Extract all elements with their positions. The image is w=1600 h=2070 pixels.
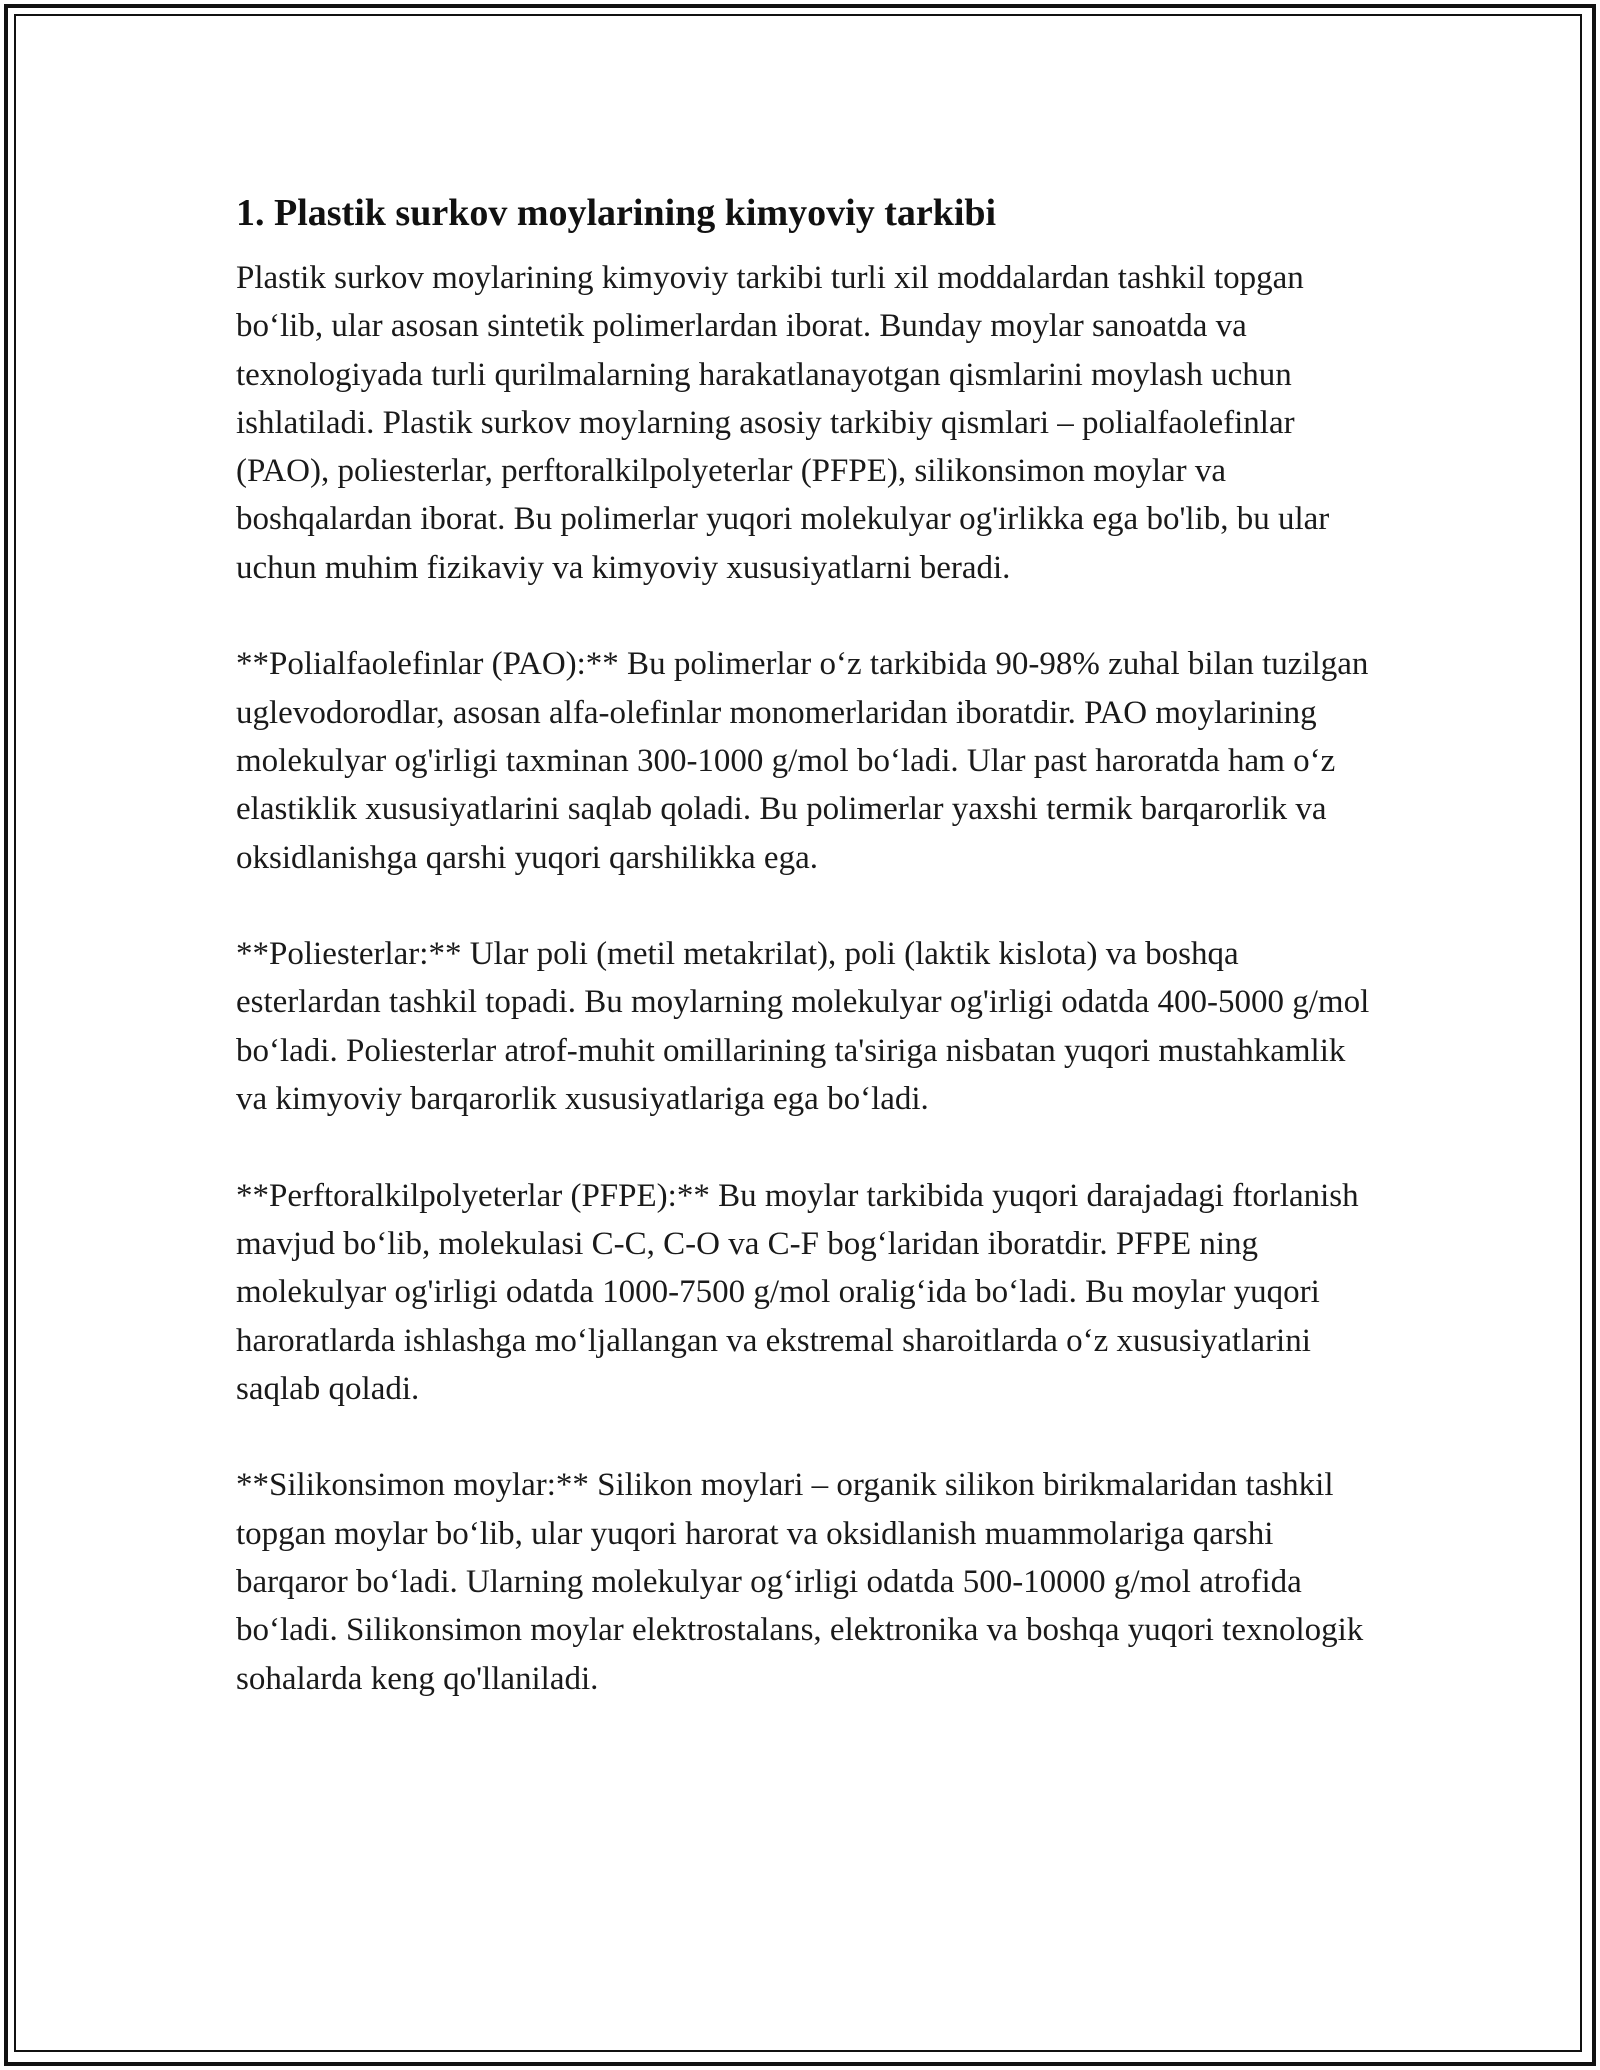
paragraph-pao: **Polialfaolefinlar (PAO):** Bu polimerlar o‘z tarkibida 90-98% zuhal bilan tuzilgan uglevodorodlar, asosan alfa-olefinlar monomerlaridan iboratdir. PAO moylarining molekulyar og'irligi taxminan 300-1000 g/mol bo‘ladi. Ular past haroratda ham o‘z elastiklik xususiyatlarini saqlab qoladi. Bu polimerlar yaxshi termik barqarorlik va oksidlanishga qarshi yuqori qarshilikka ega. [236, 646, 1369, 876]
paragraph-silikonsimon: **Silikonsimon moylar:** Silikon moylari – organik silikon birikmalaridan tashkil topgan moylar bo‘lib, ular yuqori harorat va oksidlanish muammolariga qarshi barqaror bo‘ladi. Ularning molekulyar og‘irligi odatda 500-10000 g/mol atrofida bo‘ladi. Silikonsimon moylar elektrostalans, elektronika va boshqa yuqori texnologik sohalarda keng qo'llaniladi. [236, 1467, 1364, 1697]
section-heading: 1. Plastik surkov moylarining kimyoviy tarkibi [236, 192, 997, 234]
paragraph-pfpe: **Perftoralkilpolyeterlar (PFPE):** Bu moylar tarkibida yuqori darajadagi ftorlanish mavjud bo‘lib, molekulasi C-C, C-O va C-F bog‘laridan iboratdir. PFPE ning molekulyar og'irligi odatda 1000-7500 g/mol oralig‘ida bo‘ladi. Bu moylar yuqori haroratlarda ishlashga mo‘ljallangan va ekstremal sharoitlarda o‘z xususiyatlarini saqlab qoladi. [236, 1177, 1359, 1407]
paragraph-intro: Plastik surkov moylarining kimyoviy tarkibi turli xil moddalardan tashkil topgan bo‘lib, ular asosan sintetik polimerlardan iborat. Bunday moylar sanoatda va texnologiyada turli qurilmalarning harakatlanayotgan qismlarini moylash uchun ishlatiladi. Plastik surkov moylarning asosiy tarkibiy qismlari – polialfaolefinlar (PAO), poliesterlar, perftoralkilpolyeterlar (PFPE), silikonsimon moylar va boshqalardan iborat. Bu polimerlar yuqori molekulyar og'irlikka ega bo'lib, bu ular uchun muhim fizikaviy va kimyoviy xususiyatlarni beradi. [236, 260, 1330, 586]
paragraph-poliesterlar: **Poliesterlar:** Ular poli (metil metakrilat), poli (laktik kislota) va boshqa esterlardan tashkil topadi. Bu moylarning molekulyar og'irligi odatda 400-5000 g/mol bo‘ladi. Poliesterlar atrof-muhit omillarining ta'siriga nisbatan yuqori mustahkamlik va kimyoviy barqarorlik xususiyatlariga ega bo‘ladi. [236, 936, 1370, 1118]
document-body [236, 186, 1371, 1703]
